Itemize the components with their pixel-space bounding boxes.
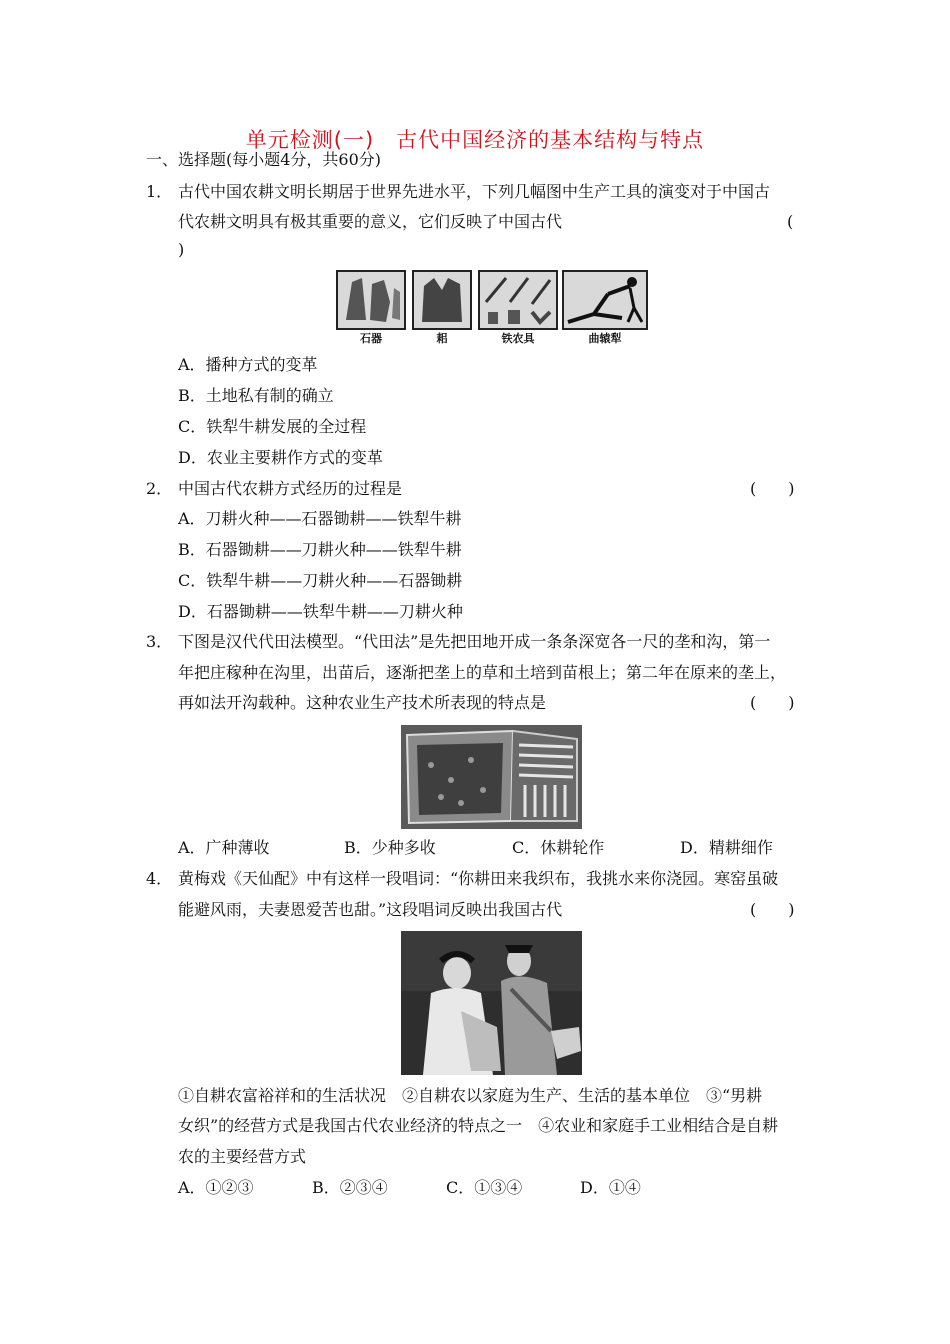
figure-caption: 石器 [360,332,382,345]
option-b[interactable]: B．石器锄耕——刀耕火种——铁犁牛耕 [178,540,462,559]
option-c[interactable]: C．铁犁牛耕——刀耕火种——石器锄耕 [178,571,463,590]
question-text-line: 再如法开沟载种。这种农业生产技术所表现的特点是 [178,693,547,712]
figure-caption: 铁农具 [501,332,535,345]
option-d[interactable]: D．农业主要耕作方式的变革 [178,448,383,467]
option-b[interactable]: B．土地私有制的确立 [178,386,334,405]
answer-paren: ( ) [750,479,795,498]
option-b[interactable]: B．②③④ [312,1178,388,1197]
option-c[interactable]: C．休耕轮作 [512,838,605,857]
section-heading: 一、选择题(每小题4分，共60分) [146,150,382,169]
question-text-line: 年把庄稼种在沟里，出苗后，逐渐把垄上的草和土培到苗根上；第二年在原来的垄上， [178,663,787,682]
farming-tools-figure [334,268,648,348]
question-text-line: 黄梅戏《天仙配》中有这样一段唱词：“你耕田来我织布，我挑水来你浇园。寒窑虽破 [178,869,779,888]
option-d[interactable]: D．石器锄耕——铁犁牛耕——刀耕火种 [178,602,463,621]
statement-line: ①自耕农富裕祥和的生活状况 ②自耕农以家庭为生产、生活的基本单位 ③“男耕 [178,1086,763,1105]
question-number: 2． [146,479,173,498]
question-text-line: 下图是汉代代田法模型。“代田法”是先把田地开成一条条深宽各一尺的垄和沟，第一 [178,632,771,651]
option-d[interactable]: D．精耕细作 [680,838,773,857]
question-text-line: 能避风雨，夫妻恩爱苦也甜。”这段唱词反映出我国古代 [178,900,563,919]
option-c[interactable]: C．①③④ [446,1178,523,1197]
huangmei-opera-photo [401,931,582,1075]
question-number: 4． [146,869,173,888]
figure-caption: 曲辕犁 [588,332,622,345]
answer-paren-open: ( [787,212,794,231]
question-text-line: 古代中国农耕文明长期居于世界先进水平，下列几幅图中生产工具的演变对于中国古 [178,182,771,201]
question-text-line: 代农耕文明具有极其重要的意义，它们反映了中国古代 [178,212,563,231]
option-a[interactable]: A．刀耕火种——石器锄耕——铁犁牛耕 [178,509,462,528]
question-number: 3． [146,632,173,651]
question-text-line: 中国古代农耕方式经历的过程是 [178,479,403,498]
option-a[interactable]: A．播种方式的变革 [178,355,318,374]
answer-paren-close: ) [178,240,185,259]
si-spade-image [412,270,472,330]
option-a[interactable]: A．广种薄收 [178,838,270,857]
answer-paren: ( ) [750,900,795,919]
answer-paren: ( ) [750,693,795,712]
page-title: 单元检测(一) 古代中国经济的基本结构与特点 [245,128,705,152]
option-a[interactable]: A．①②③ [178,1178,254,1197]
option-b[interactable]: B．少种多收 [344,838,436,857]
iron-tools-image [478,270,558,330]
question-number: 1． [146,182,173,201]
option-d[interactable]: D．①④ [580,1178,641,1197]
stone-tools-image [336,270,406,330]
curved-plow-image [562,270,648,330]
option-c[interactable]: C．铁犁牛耕发展的全过程 [178,417,367,436]
daitian-model-photo [401,725,582,829]
figure-caption: 耜 [436,332,448,345]
statement-line: 农的主要经营方式 [178,1147,307,1166]
statement-line: 女织”的经营方式是我国古代农业经济的特点之一 ④农业和家庭手工业相结合是自耕 [178,1116,779,1135]
